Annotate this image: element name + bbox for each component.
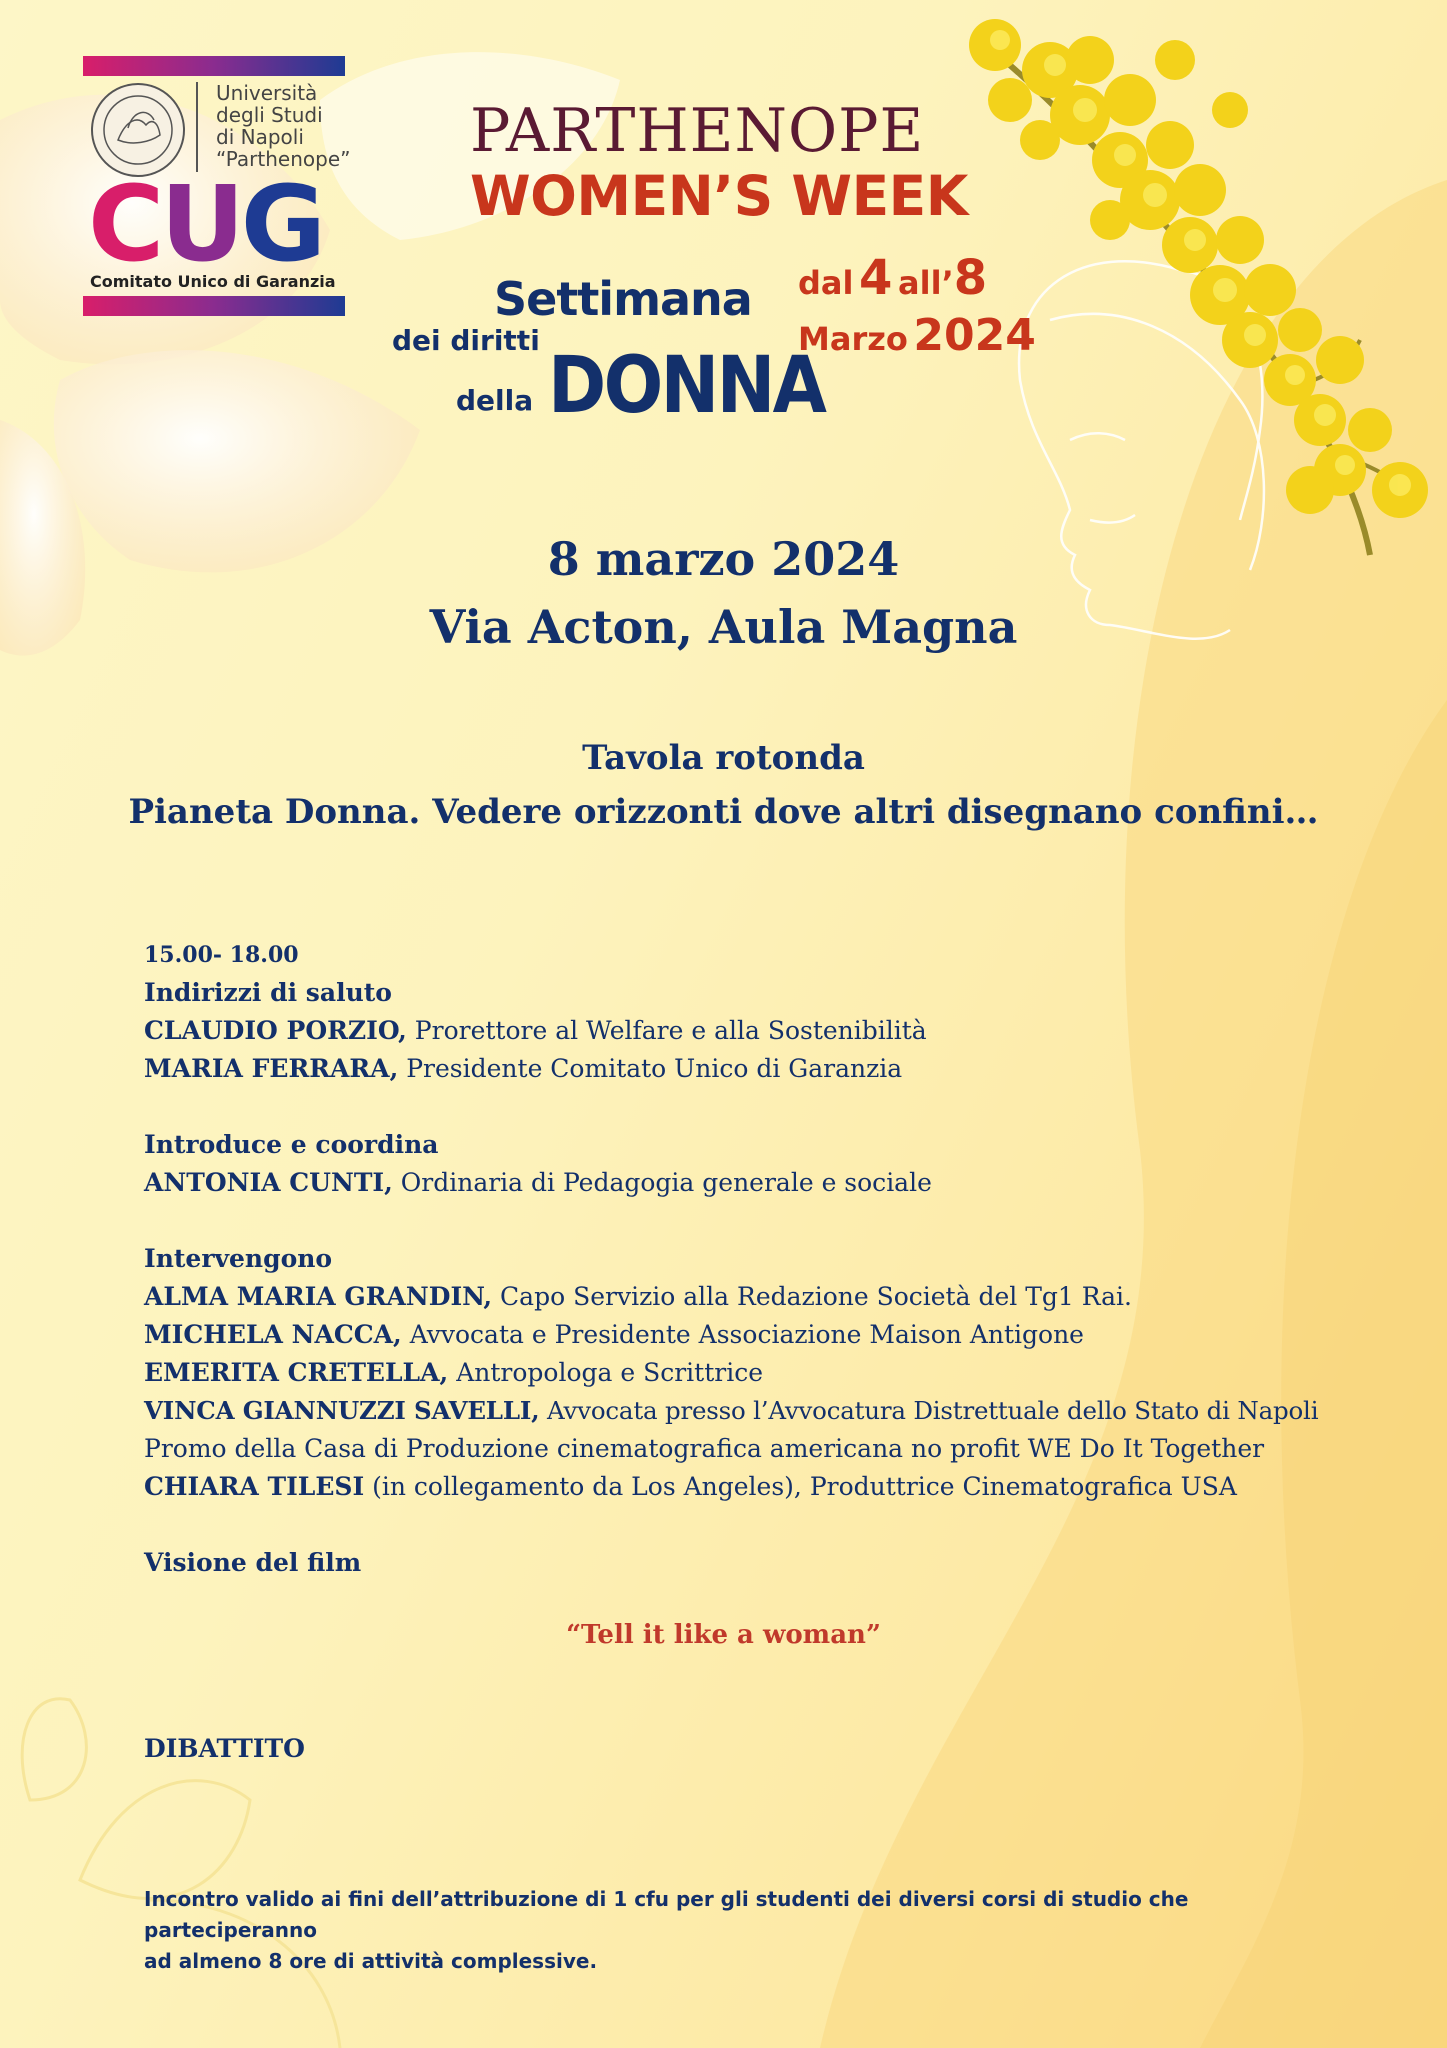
greeting-item xyxy=(144,1050,1394,1088)
speaker-item xyxy=(144,1354,1394,1392)
person-name: ALMA MARIA GRANDIN, xyxy=(144,1282,493,1311)
intro-heading: Introduce e coordina xyxy=(144,1130,439,1159)
intro-item xyxy=(144,1164,1394,1202)
university-line: di Napoli xyxy=(216,125,304,149)
person-name: MARIA FERRARA, xyxy=(144,1054,399,1083)
person-name: VINCA GIANNUZZI SAVELLI, xyxy=(144,1396,540,1425)
greeting-item xyxy=(144,1012,1394,1050)
person-role: Avvocata presso l’Avvocatura Distrettuale dello Stato di Napoli xyxy=(539,1396,1319,1425)
speaker-item xyxy=(144,1316,1394,1354)
settimana-label: Settimana xyxy=(494,272,752,326)
person-name: CLAUDIO PORZIO, xyxy=(144,1016,407,1045)
film-heading: Visione del film xyxy=(144,1548,362,1577)
person-role: Capo Servizio alla Redazione Società del Tg1 Rai. xyxy=(492,1282,1132,1311)
date-day-to: 8 xyxy=(953,250,988,306)
speaker-item xyxy=(144,1278,1394,1316)
speaker-item xyxy=(144,1392,1394,1430)
person-name: CHIARA TILESI xyxy=(144,1472,365,1501)
person-role: Antropologa e Scrittrice xyxy=(448,1358,764,1387)
program-time: 15.00- 18.00 xyxy=(144,942,299,968)
event-title: Pianeta Donna. Vedere orizzonti dove altri disegnano confini… xyxy=(128,792,1319,832)
speakers-heading: Intervengono xyxy=(144,1244,333,1273)
date-month-year xyxy=(798,310,1036,371)
person-name: EMERITA CRETELLA, xyxy=(144,1358,449,1387)
logo-divider xyxy=(196,82,198,172)
date-range xyxy=(798,250,987,317)
event-series-title: PARTHENOPE xyxy=(470,96,925,166)
credit-note-line: Incontro valido ai fini dell’attribuzione di 1 cfu per gli studenti dei diversi corsi di studio che parteciperanno xyxy=(144,1887,1189,1942)
university-name xyxy=(216,82,350,170)
credit-note-line: ad almeno 8 ore di attività complessive. xyxy=(144,1949,598,1973)
date-all: all’ xyxy=(898,264,954,302)
university-line: “Parthenope” xyxy=(216,147,351,171)
speaker-item xyxy=(144,1468,1394,1506)
cug-letter-g: G xyxy=(240,163,323,285)
person-name: ANTONIA CUNTI, xyxy=(144,1168,393,1197)
logo-bottom-bar xyxy=(83,296,345,316)
date-dal: dal xyxy=(798,264,854,302)
person-role: Avvocata e Presidente Associazione Maison Antigone xyxy=(401,1320,1084,1349)
greetings-heading: Indirizzi di saluto xyxy=(144,978,392,1007)
university-line: Università xyxy=(216,81,318,105)
date-day-from: 4 xyxy=(859,250,893,306)
person-role: , Produttrice Cinematografica USA xyxy=(793,1472,1237,1501)
person-note: (in collegamento da Los Angeles) xyxy=(364,1472,794,1501)
cug-letter-c: C xyxy=(88,163,161,285)
person-role: Presidente Comitato Unico di Garanzia xyxy=(398,1054,903,1083)
event-type: Tavola rotonda xyxy=(582,738,865,778)
dei-diritti-label: dei diritti xyxy=(392,324,540,357)
film-title: “Tell it like a woman” xyxy=(566,1620,881,1650)
person-role: Ordinaria di Pedagogia generale e sociale xyxy=(392,1168,932,1197)
promo-line: Promo della Casa di Produzione cinematografica americana no profit WE Do It Together xyxy=(144,1434,1265,1463)
event-date: 8 marzo 2024 xyxy=(547,532,900,586)
della-label: della xyxy=(456,384,534,417)
donna-label: DONNA xyxy=(548,341,825,431)
event-series-subtitle: WOMEN’S WEEK xyxy=(470,164,968,228)
cug-letter-u: U xyxy=(160,163,241,285)
credit-note xyxy=(144,1884,1364,1977)
program xyxy=(144,936,1394,1582)
event-place: Via Acton, Aula Magna xyxy=(429,600,1018,654)
debate-label: DIBATTITO xyxy=(144,1734,305,1763)
person-role: Prorettore al Welfare e alla Sostenibilità xyxy=(406,1016,927,1045)
date-year: 2024 xyxy=(913,310,1036,361)
date-month: Marzo xyxy=(798,320,908,358)
cug-subtitle: Comitato Unico di Garanzia xyxy=(90,272,336,291)
logo-top-bar xyxy=(83,56,345,76)
university-line: degli Studi xyxy=(216,103,323,127)
person-name: MICHELA NACCA, xyxy=(144,1320,402,1349)
